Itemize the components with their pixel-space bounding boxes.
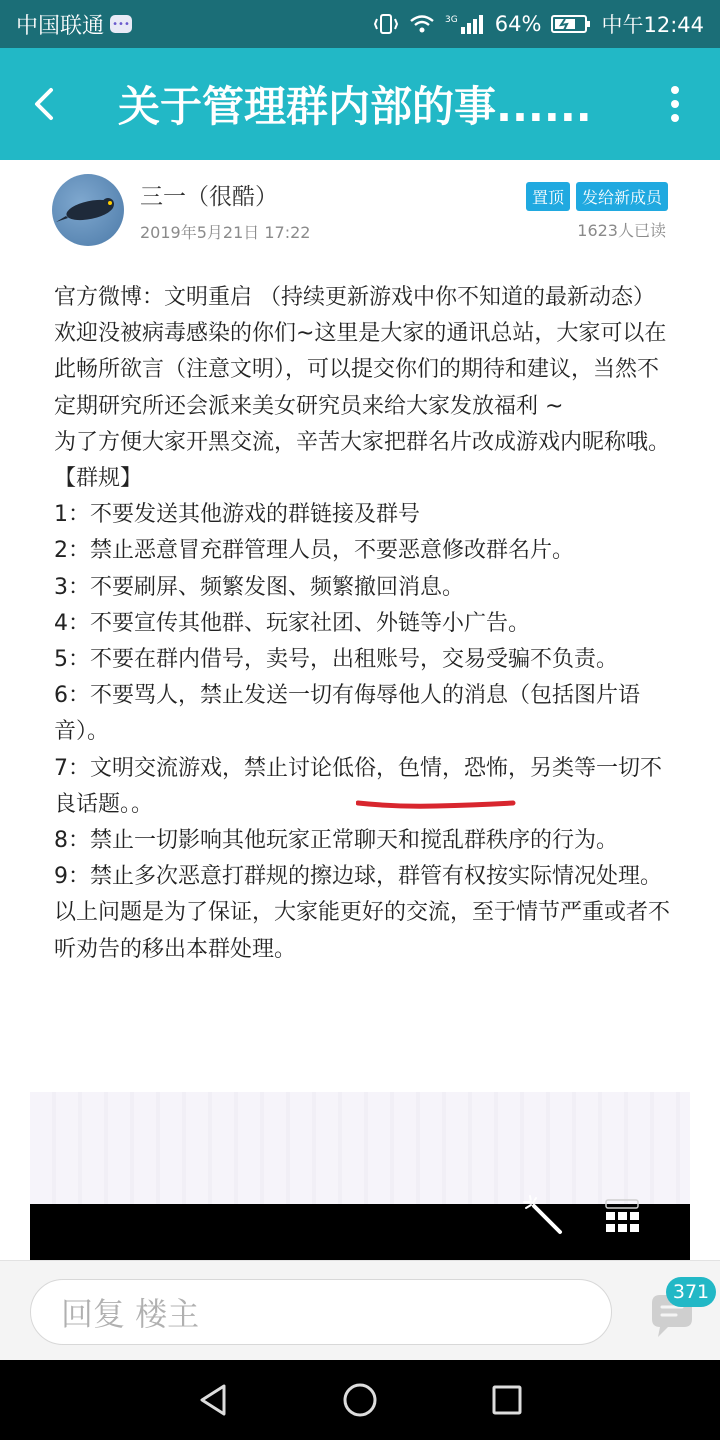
notification-app-icon: ••• bbox=[110, 15, 132, 33]
triangle-back-icon bbox=[196, 1382, 230, 1418]
new-member-badge: 发给新成员 bbox=[576, 182, 668, 211]
wifi-icon bbox=[409, 13, 435, 35]
vibrate-icon bbox=[373, 13, 399, 35]
network-type: 3G bbox=[444, 15, 458, 25]
rule-item: 4：不要宣传其他群、玩家社团、外链等小广告。 bbox=[54, 610, 530, 636]
magic-wand-icon[interactable] bbox=[522, 1192, 566, 1236]
reply-bar bbox=[0, 1260, 720, 1360]
signal-icon bbox=[445, 13, 485, 35]
system-nav-bar bbox=[0, 1360, 720, 1440]
carrier-area bbox=[16, 9, 132, 40]
post-badges bbox=[526, 182, 668, 211]
more-options-button[interactable] bbox=[630, 48, 720, 160]
carrier-name: 中国联通 bbox=[16, 13, 105, 39]
rule-item: 3：不要刷屏、频繁发图、频繁撤回消息。 bbox=[54, 574, 464, 600]
content-paragraph: 以上问题是为了保证，大家能更好的交流，至于情节严重或者不听劝告的移出本群处理。 bbox=[54, 900, 671, 962]
square-recents-icon bbox=[491, 1384, 523, 1416]
circle-home-icon bbox=[342, 1382, 378, 1418]
rule-item: 9：禁止多次恶意打群规的擦边球，群管有权按实际情况处理。 bbox=[54, 864, 662, 890]
rule-item: 8：禁止一切影响其他玩家正常聊天和搅乱群秩序的行为。 bbox=[54, 828, 618, 854]
clock: 中午12:44 bbox=[601, 13, 704, 37]
embedded-image-area bbox=[30, 1092, 690, 1204]
battery-percent: 64% bbox=[494, 12, 542, 36]
rule-item: 5：不要在群内借号，卖号，出租账号，交易受骗不负责。 bbox=[54, 647, 618, 673]
content-paragraph: 为了方便大家开黑交流，辛苦大家把群名片改成游戏内昵称哦。 bbox=[54, 429, 671, 455]
nav-recents-button[interactable] bbox=[477, 1370, 537, 1430]
rule-item: 7：文明交流游戏，禁止讨论低俗，色情，恐怖，另类等一切不良话题。。 bbox=[54, 755, 662, 817]
image-toolbar-strip bbox=[30, 1204, 690, 1260]
status-bar bbox=[0, 0, 720, 48]
more-vertical-icon bbox=[669, 84, 681, 124]
rules-heading: 【群规】 bbox=[54, 466, 143, 492]
red-underline-annotation bbox=[356, 797, 516, 811]
rule-item: 6：不要骂人，禁止发送一切有侮辱他人的消息（包括图片语音）。 bbox=[54, 683, 640, 745]
rule-item: 2：禁止恶意冒充群管理人员，不要恶意修改群名片。 bbox=[54, 538, 574, 564]
back-button[interactable] bbox=[0, 48, 86, 160]
author-name[interactable]: 三一（很酷） bbox=[140, 184, 278, 210]
read-count: 1623人已读 bbox=[577, 221, 666, 240]
post-date: 2019年5月21日 17:22 bbox=[140, 223, 311, 242]
nav-home-button[interactable] bbox=[330, 1370, 390, 1430]
page-title: 关于管理群内部的事...... bbox=[118, 82, 592, 131]
bird-icon bbox=[52, 174, 124, 246]
reply-input[interactable]: 回复 楼主 bbox=[30, 1279, 612, 1345]
pinned-badge: 置顶 bbox=[526, 182, 570, 211]
status-indicators bbox=[373, 9, 704, 39]
back-arrow-icon bbox=[29, 84, 57, 124]
battery-charging-icon bbox=[551, 13, 591, 35]
author-avatar[interactable] bbox=[52, 174, 124, 246]
nav-back-button[interactable] bbox=[183, 1370, 243, 1430]
grid-icon[interactable] bbox=[600, 1198, 644, 1238]
comment-count-badge: 371 bbox=[666, 1277, 716, 1307]
rule-item: 1：不要发送其他游戏的群链接及群号 bbox=[54, 502, 420, 528]
content-paragraph: 官方微博：文明重启 （持续更新游戏中你不知道的最新动态）欢迎没被病毒感染的你们~这里是大家的通讯总站，大家可以在此畅所欲言（注意文明），可以提交你们的期待和建议，当然不定期研究所还会派来美女研究员来给大家发放福利 ~ bbox=[54, 285, 667, 419]
app-bar bbox=[0, 48, 720, 160]
post-content bbox=[54, 280, 674, 968]
post-header bbox=[52, 172, 672, 252]
